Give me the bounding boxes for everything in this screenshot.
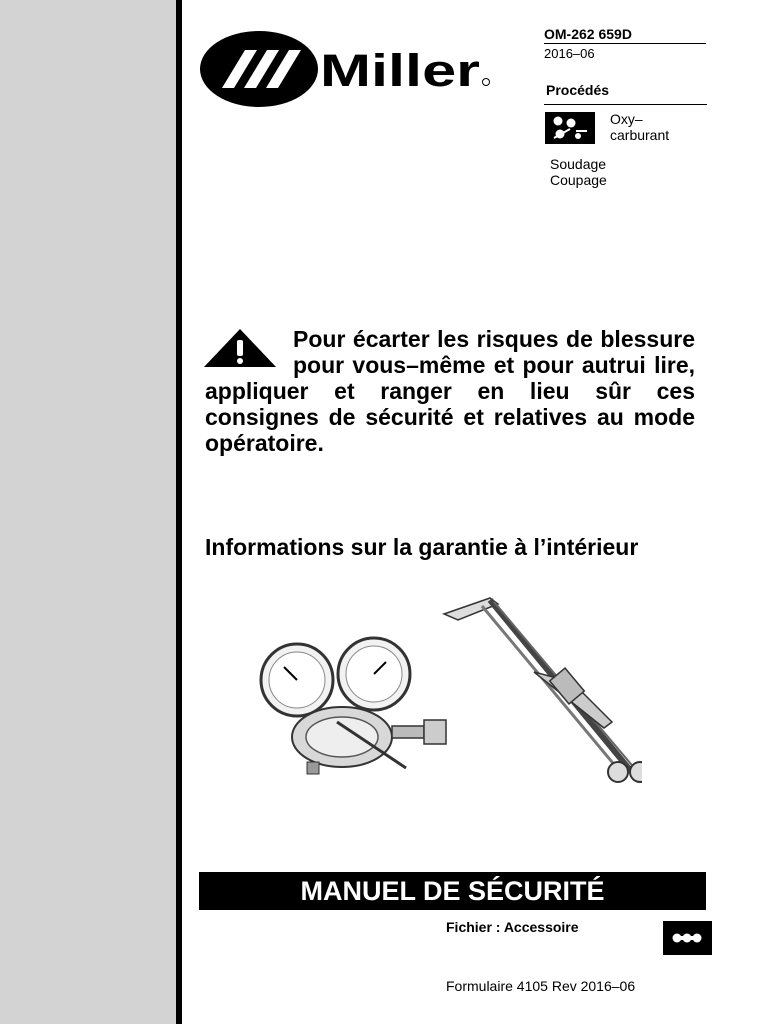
process-name-line-1: Oxy– — [610, 111, 643, 127]
miller-logo — [200, 28, 500, 110]
oxy-fuel-process-icon — [545, 112, 595, 144]
processes-heading: Procédés — [546, 82, 610, 98]
processes-rule — [544, 104, 707, 105]
process-type-welding: Soudage — [550, 156, 607, 172]
left-margin-band — [0, 0, 176, 1024]
document-number-rule — [544, 43, 706, 44]
form-revision: Formulaire 4105 Rev 2016–06 — [446, 978, 636, 994]
accessory-file-icon — [663, 921, 712, 955]
product-photo-regulator-and-torch — [252, 592, 642, 802]
file-category: Fichier : Accessoire — [446, 919, 579, 935]
warranty-notice: Informations sur la garantie à l’intérieur — [205, 534, 639, 560]
brand-name: Miller — [320, 45, 480, 96]
left-margin-border — [176, 0, 182, 1024]
document-number: OM-262 659D — [544, 26, 632, 42]
process-name — [610, 111, 710, 143]
document-date: 2016–06 — [544, 46, 595, 61]
manual-title: MANUEL DE SÉCURITÉ — [199, 872, 706, 910]
safety-warning-text: Pour écarter les risques de blessure pour vous–même et pour autrui lire, appliquer et ranger en lieu sûr ces consignes de sécurité et relatives au mode opératoire. — [205, 326, 695, 456]
process-name-line-2: carburant — [610, 127, 670, 143]
process-types — [550, 156, 700, 188]
process-type-cutting: Coupage — [550, 172, 607, 188]
